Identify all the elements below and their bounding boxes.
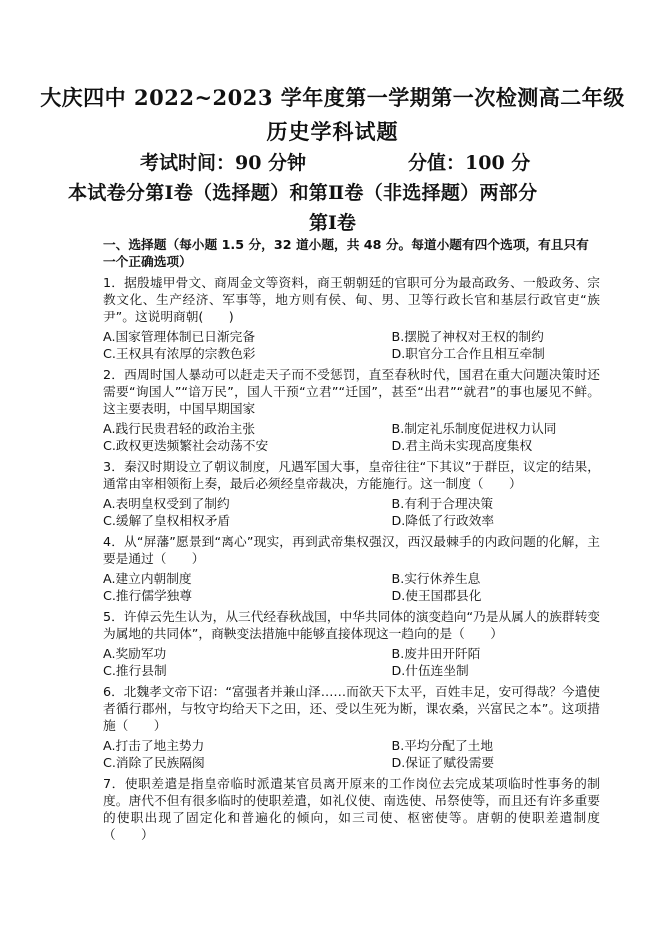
- exam-score: 分值：100 分: [408, 152, 531, 174]
- question-text: 6．北魏孝文帝下诏：“富强者并兼山泽……而欲天下太平，百姓丰足，安可得哉？今遣使者循行郡州，与牧守均给天下之田，还、受以生死为断，课农桑，兴富民之本”。这项措施（ ）: [103, 684, 600, 733]
- section-note: （每小题 1.5 分，32 道小题，共 48 分。每道小题有四个选项，有且只有一个正确选项）: [103, 237, 589, 269]
- option-b: B.废井田开阡陌: [391, 646, 481, 661]
- options-grid: [103, 328, 600, 362]
- question-5: [103, 608, 600, 679]
- volume-heading: 第Ⅰ卷: [309, 212, 356, 234]
- option-b: B.摆脱了神权对王权的制约: [391, 329, 544, 344]
- option-d: D.降低了行政效率: [391, 513, 495, 528]
- options-grid: [103, 645, 600, 679]
- option-c: C.推行儒学独尊: [103, 588, 193, 603]
- option-b: B.实行休养生息: [391, 571, 481, 586]
- question-6: [103, 683, 600, 771]
- option-a: A.国家管理体制已日渐完备: [103, 329, 256, 344]
- option-d: D.什伍连坐制: [391, 663, 469, 678]
- option-d: D.职官分工合作且相互牵制: [391, 346, 545, 361]
- option-d: D.使王国郡县化: [391, 588, 482, 603]
- question-text: 1．据殷墟甲骨文、商周金文等资料，商王朝朝廷的官职可分为最高政务、一般政务、宗教文化、生产经济、军事等，地方则有侯、甸、男、卫等行政长官和基层行政官吏“族尹”。这说明商朝( ): [103, 275, 600, 324]
- options-grid: [103, 737, 600, 771]
- option-b: B.平均分配了土地: [391, 738, 494, 753]
- question-3: [103, 458, 600, 529]
- exam-subtitle: 历史学科试题: [266, 119, 399, 144]
- option-b: B.有利于合理决策: [391, 496, 494, 511]
- exam-title: 大庆四中 2022~2023 学年度第一学期第一次检测高二年级: [40, 85, 625, 110]
- question-text: 2．西周时国人暴动可以赶走天子而不受惩罚，直至春秋时代，国君在重大问题决策时还需要“询国人”“谙万民”，国人干预“立君”“迁国”，甚至“出君”“就君”的事也屡见不鲜。这主要表明，中国早期国家: [103, 367, 600, 416]
- option-a: A.建立内朝制度: [103, 571, 192, 586]
- option-c: C.推行县制: [103, 663, 167, 678]
- option-c: C.消除了民族隔阂: [103, 755, 205, 770]
- option-b: B.制定礼乐制度促进权力认同: [391, 421, 557, 436]
- option-d: D.君主尚未实现高度集权: [391, 438, 533, 453]
- option-a: A.奖励军功: [103, 646, 167, 661]
- option-c: C.政权更迭频繁社会动荡不安: [103, 438, 269, 453]
- option-c: C.缓解了皇权相权矛盾: [103, 513, 231, 528]
- question-1: [103, 274, 600, 362]
- question-4: [103, 533, 600, 604]
- option-d: D.保证了赋役需要: [391, 755, 495, 770]
- question-2: [103, 366, 600, 454]
- options-grid: [103, 495, 600, 529]
- exam-time: 考试时间：90 分钟: [140, 152, 307, 174]
- question-text: 7．使职差遣是指皇帝临时派遣某官员离开原来的工作岗位去完成某项临时性事务的制度。唐代不但有很多临时的使职差遣，如礼仪使、南选使、吊祭使等，而且还有许多重要的使职出现了固定化和普遍化的倾向，如三司使、枢密使等。唐朝的使职差遣制度（ ）: [103, 776, 600, 842]
- question-text: 3．秦汉时期设立了朝议制度，凡遇军国大事，皇帝往往“下其议”于群臣，议定的结果，通常由宰相领衔上奏，最后必须经皇帝裁决，方能施行。这一制度（ ）: [103, 459, 600, 491]
- section-label: 一、选择题: [103, 237, 167, 252]
- option-a: A.打击了地主势力: [103, 738, 205, 753]
- option-c: C.王权具有浓厚的宗教色彩: [103, 346, 256, 361]
- question-text: 5．许倬云先生认为，从三代经春秋战国，中华共同体的演变趋向“乃是从属人的族群转变为属地的共同体”，商鞅变法措施中能够直接体现这一趋向的是（ ）: [103, 609, 600, 641]
- options-grid: [103, 570, 600, 604]
- options-grid: [103, 420, 600, 454]
- exam-intro: 本试卷分第Ⅰ卷（选择题）和第Ⅱ卷（非选择题）两部分: [68, 182, 538, 204]
- question-7: [103, 775, 600, 843]
- option-a: A.践行民贵君轻的政治主张: [103, 421, 256, 436]
- question-area: [103, 236, 600, 843]
- option-a: A.表明皇权受到了制约: [103, 496, 230, 511]
- question-text: 4．从“屏藩”愿景到“离心”现实，再到武帝集权强汉，西汉最棘手的内政问题的化解，主要是通过（ ）: [103, 534, 600, 566]
- section-heading: [103, 236, 600, 270]
